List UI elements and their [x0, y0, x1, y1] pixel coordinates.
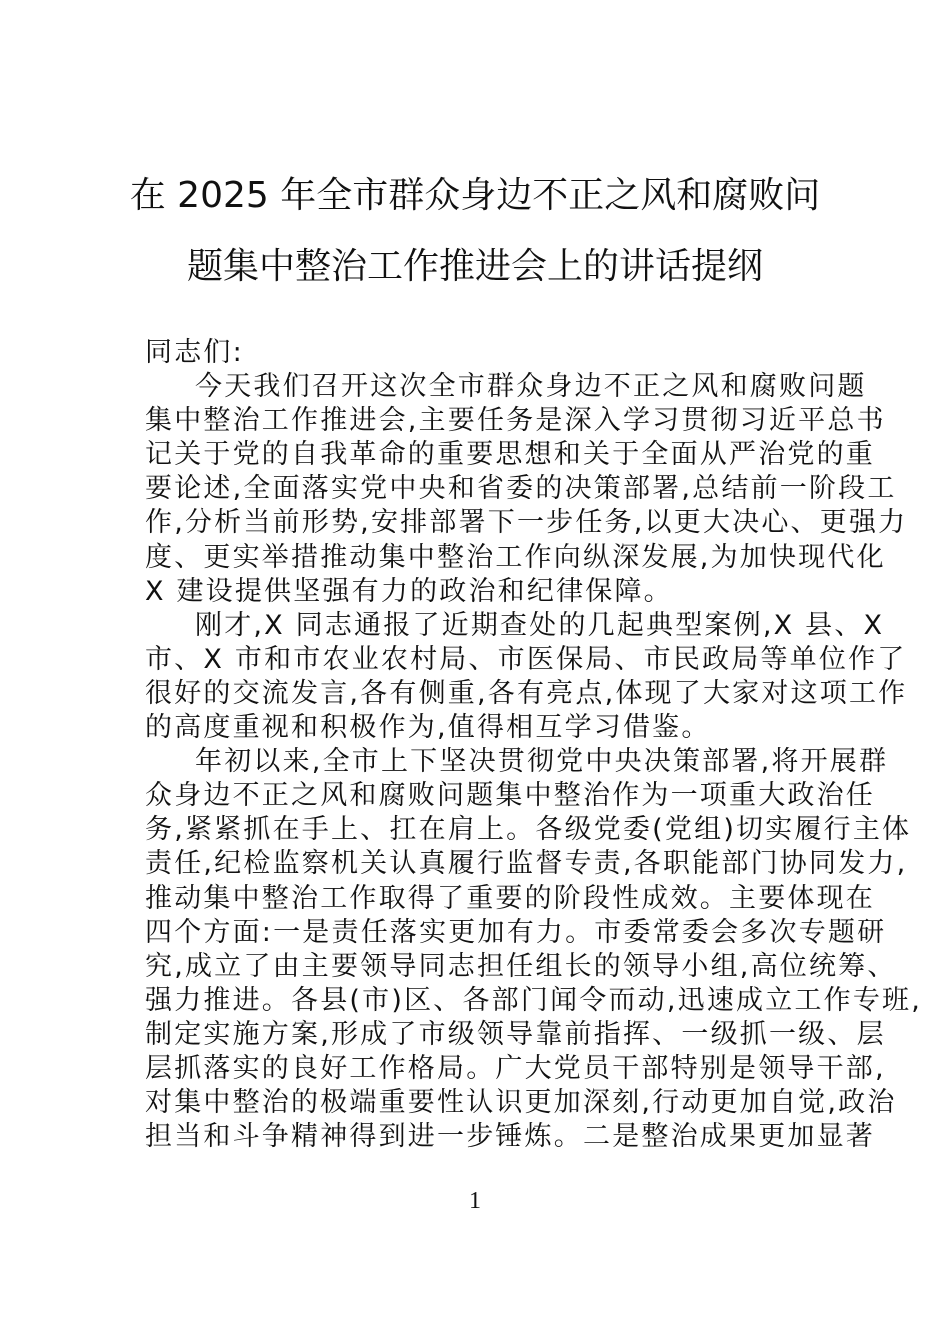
- paragraph-line: 集中整治工作推进会,主要任务是深入学习贯彻习近平总书: [145, 405, 886, 437]
- paragraph-line: 要论述,全面落实党中央和省委的决策部署,总结前一阶段工: [145, 473, 897, 505]
- paragraph-line: X 建设提供坚强有力的政治和纪律保障。: [145, 575, 673, 607]
- paragraph-line: 对集中整治的极端重要性认识更加深刻,行动更加自觉,政治: [145, 1087, 897, 1119]
- paragraph-line: 刚才,X 同志通报了近期查处的几起典型案例,X 县、X: [195, 609, 885, 641]
- paragraph-line: 众身边不正之风和腐败问题集中整治作为一项重大政治任: [145, 780, 875, 812]
- page-number: 1: [469, 1188, 481, 1214]
- paragraph-line: 的高度重视和积极作为,值得相互学习借鉴。: [145, 712, 711, 744]
- paragraph-line: 很好的交流发言,各有侧重,各有亮点,体现了大家对这项工作: [145, 677, 908, 709]
- paragraph-line: 责任,纪检监察机关认真履行监督专责,各职能部门协同发力,: [145, 848, 908, 880]
- paragraph-line: 推动集中整治工作取得了重要的阶段性成效。主要体现在: [145, 882, 875, 914]
- document-title-line-2: 题集中整治工作推进会上的讲话提纲: [186, 246, 763, 287]
- salutation: 同志们:: [145, 337, 244, 368]
- document-body: [145, 336, 923, 1154]
- document-title-line-1: 在 2025 年全市群众身边不正之风和腐败问: [129, 175, 821, 216]
- paragraph-line: 记关于党的自我革命的重要思想和关于全面从严治党的重: [145, 439, 875, 471]
- paragraph-line: 度、更实举措推动集中整治工作向纵深发展,为加快现代化: [145, 541, 886, 573]
- paragraph-line: 层抓落实的良好工作格局。广大党员干部特别是领导干部,: [145, 1052, 886, 1084]
- paragraph-line: 年初以来,全市上下坚决贯彻党中央决策部署,将开展群: [195, 746, 889, 778]
- paragraph-line: 今天我们召开这次全市群众身边不正之风和腐败问题: [195, 371, 867, 403]
- paragraph-line: 四个方面:一是责任落实更加有力。市委常委会多次专题研: [145, 916, 887, 948]
- paragraph-line: 市、X 市和市农业农村局、市医保局、市民政局等单位作了: [145, 643, 907, 675]
- paragraph-line: 强力推进。各县(市)区、各部门闻令而动,迅速成立工作专班,: [145, 984, 923, 1016]
- paragraph-line: 担当和斗争精神得到进一步锤炼。二是整治成果更加显著: [145, 1121, 875, 1153]
- paragraph-line: 究,成立了由主要领导同志担任组长的领导小组,高位统筹、: [145, 950, 897, 982]
- paragraph-line: 作,分析当前形势,安排部署下一步任务,以更大决心、更强力: [145, 507, 908, 539]
- paragraph-line: 制定实施方案,形成了市级领导靠前指挥、一级抓一级、层: [145, 1018, 886, 1050]
- paragraph-line: 务,紧紧抓在手上、扛在肩上。各级党委(党组)切实履行主体: [145, 814, 912, 846]
